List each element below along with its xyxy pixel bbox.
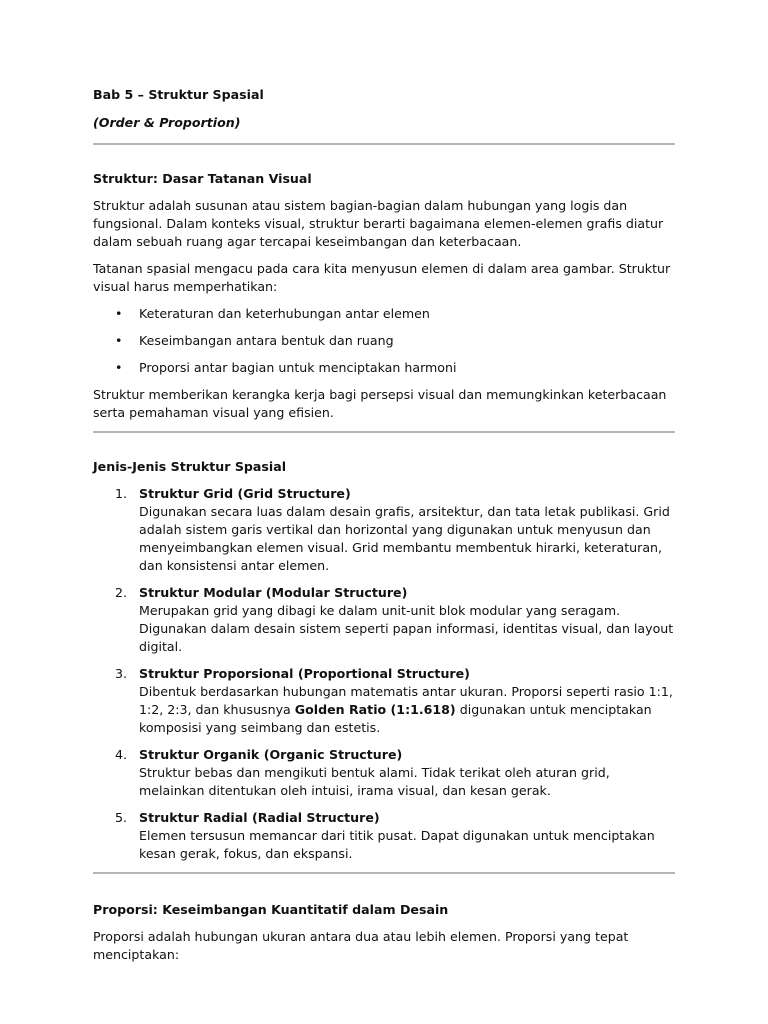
paragraph: Tatanan spasial mengacu pada cara kita menyusun elemen di dalam area gambar. Struktur visual harus memperhatikan: xyxy=(93,261,671,294)
list-item-desc: Merupakan grid yang dibagi ke dalam unit-unit blok modular yang seragam. Digunakan dalam desain sistem seperti papan informasi, identitas visual, dan layout digital. xyxy=(139,603,674,654)
bullet-list xyxy=(93,305,675,377)
list-item xyxy=(93,305,675,323)
paragraph: Struktur memberikan kerangka kerja bagi persepsi visual dan memungkinkan keterbacaan serta pemahaman visual yang efisien. xyxy=(93,387,667,420)
list-item-text: Keteraturan dan keterhubungan antar elemen xyxy=(139,306,430,321)
list-number: 1. xyxy=(115,486,128,501)
list-item-title: Struktur Proporsional (Proportional Structure) xyxy=(139,666,470,681)
list-number: 3. xyxy=(115,666,128,681)
list-item-desc: Struktur bebas dan mengikuti bentuk alami. Tidak terikat oleh aturan grid, melainkan ditentukan oleh intuisi, irama visual, dan kesan gerak. xyxy=(139,765,610,798)
bullet-marker: • xyxy=(115,306,123,321)
section-heading-proporsi: Proporsi: Keseimbangan Kuantitatif dalam Desain xyxy=(93,902,449,917)
document-page xyxy=(93,86,675,973)
list-item xyxy=(93,746,675,800)
section-heading-struktur: Struktur: Dasar Tatanan Visual xyxy=(93,171,312,186)
paragraph: Proporsi adalah hubungan ukuran antara dua atau lebih elemen. Proporsi yang tepat menciptakan: xyxy=(93,929,629,962)
list-item xyxy=(93,809,675,863)
list-number: 5. xyxy=(115,810,128,825)
list-item-title: Struktur Grid (Grid Structure) xyxy=(139,486,351,501)
list-item-desc: Elemen tersusun memancar dari titik pusat. Dapat digunakan untuk menciptakan kesan gerak, fokus, dan ekspansi. xyxy=(139,828,655,861)
bullet-marker: • xyxy=(115,333,123,348)
list-item xyxy=(93,359,675,377)
desc-text: Dibentuk berdasarkan hubungan matematis antar ukuran. Proporsi seperti rasio 1:1, 1:2, 2:3, dan khususnya xyxy=(139,684,673,717)
list-number: 2. xyxy=(115,585,128,600)
list-item-title: Struktur Radial (Radial Structure) xyxy=(139,810,380,825)
list-item xyxy=(93,485,675,575)
list-number: 4. xyxy=(115,747,128,762)
golden-ratio-text: Golden Ratio (1:1.618) xyxy=(294,702,456,717)
desc-text: digunakan untuk menciptakan komposisi yang seimbang dan estetis. xyxy=(139,702,652,735)
doc-subtitle: (Order & Proportion) xyxy=(93,115,241,130)
list-item xyxy=(93,584,675,656)
list-item-desc xyxy=(139,683,675,737)
doc-title: Bab 5 – Struktur Spasial xyxy=(93,87,264,102)
paragraph: Struktur adalah susunan atau sistem bagian-bagian dalam hubungan yang logis dan fungsional. Dalam konteks visual, struktur berarti bagaimana elemen-elemen grafis diatur dalam sebuah ruang agar tercapai keseimbangan dan keterbacaan. xyxy=(93,198,664,249)
list-item-text: Keseimbangan antara bentuk dan ruang xyxy=(139,333,394,348)
list-item-title: Struktur Organik (Organic Structure) xyxy=(139,747,403,762)
list-item xyxy=(93,665,675,737)
list-item xyxy=(93,332,675,350)
bullet-marker: • xyxy=(115,360,123,375)
numbered-list xyxy=(93,485,675,863)
list-item-desc: Digunakan secara luas dalam desain grafis, arsitektur, dan tata letak publikasi. Grid adalah sistem garis vertikal dan horizontal yang digunakan untuk menyusun dan menyeimbangkan elemen visual. Grid membantu membentuk hirarki, keteraturan, dan konsistensi antar elemen. xyxy=(139,504,670,573)
list-item-title: Struktur Modular (Modular Structure) xyxy=(139,585,408,600)
section-heading-jenis: Jenis-Jenis Struktur Spasial xyxy=(93,459,287,474)
list-item-text: Proporsi antar bagian untuk menciptakan harmoni xyxy=(139,360,457,375)
